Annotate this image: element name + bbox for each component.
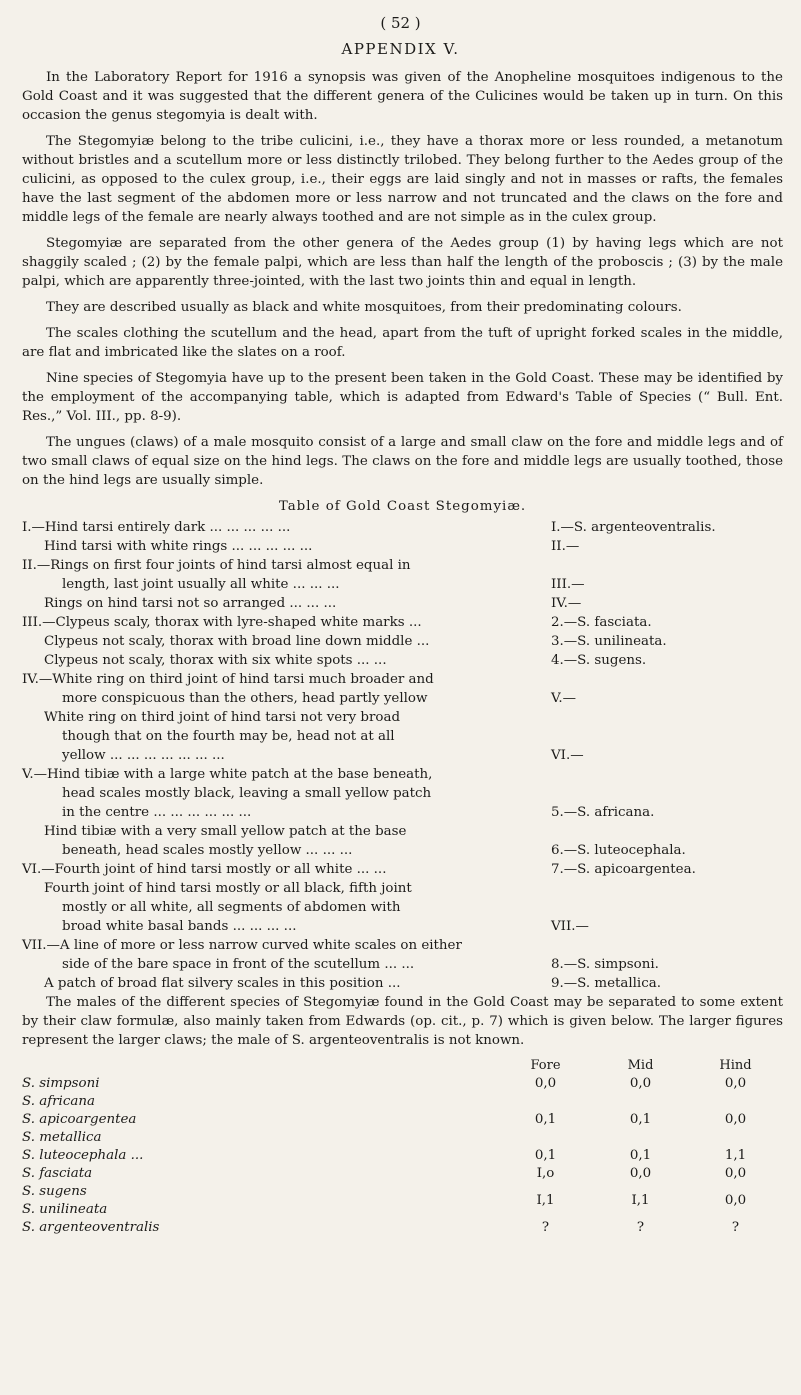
claw-hind: 0,0 — [724, 1166, 747, 1181]
paragraph: The Stegomyiæ belong to the tribe culicini, i.e., they have a thorax more or less rounded, a metanotum without bristles and a scutellum more or less distinctly trilobed. They belong further to the Aedes group of the culicini, as opposed to the culex group, i.e., their eggs are laid singly and not in masses or rafts, the females have the last segment of the abdomen more or less narrow and not truncated and the claws on the fore and middle legs of the female are nearly always toothed and are not simple as in the culex group. — [22, 134, 783, 225]
key-row — [22, 594, 783, 613]
key-row — [22, 898, 783, 917]
key-row — [22, 727, 783, 746]
key-description: length, last joint usually all white ... ... ... — [62, 577, 340, 592]
key-description: IV.—White ring on third joint of hind tarsi much broader and — [22, 672, 434, 687]
key-row — [22, 518, 783, 537]
key-result: II.— — [551, 539, 580, 554]
key-description: II.—Rings on first four joints of hind tarsi almost equal in — [22, 558, 411, 573]
paragraph: The scales clothing the scutellum and the head, apart from the tuft of upright forked scales in the middle, are flat and imbricated like the slates on a roof. — [22, 326, 783, 360]
species-names — [22, 1093, 272, 1147]
column-header-fore: Fore — [530, 1058, 561, 1073]
claw-mid: 0,1 — [629, 1148, 652, 1163]
paragraph: Stegomyiæ are separated from the other genera of the Aedes group (1) by having legs which are not shaggily scaled ; (2) by the female palpi, which are less than half the length of the proboscis ; (3) by the male palpi, which are apparently three-jointed, with the last two joints thin and equal in length. — [22, 236, 783, 289]
table-row — [22, 1165, 783, 1183]
key-description: Clypeus not scaly, thorax with six white spots ... ... — [44, 653, 387, 668]
key-result — [551, 898, 783, 917]
species-names — [22, 1147, 272, 1165]
species-name: S. simpsoni — [22, 1076, 100, 1091]
table-row — [22, 1075, 783, 1093]
key-row — [22, 784, 783, 803]
key-description: Fourth joint of hind tarsi mostly or all black, fifth joint — [44, 881, 412, 896]
key-description: head scales mostly black, leaving a small yellow patch — [62, 786, 432, 801]
key-result: 2.—S. fasciata. — [551, 615, 652, 630]
key-result: V.— — [551, 691, 576, 706]
claw-mid: ? — [636, 1220, 645, 1235]
claw-formula-table — [22, 1057, 783, 1237]
column-header-mid: Mid — [627, 1058, 654, 1073]
page-number: ( 52 ) — [380, 14, 421, 32]
key-description: more conspicuous than the others, head partly yellow — [62, 691, 428, 706]
key-row — [22, 822, 783, 841]
key-description: broad white basal bands ... ... ... ... — [62, 919, 297, 934]
table-title: Table of Gold Coast Stegomyiæ. — [278, 499, 527, 514]
key-row — [22, 841, 783, 860]
key-row — [22, 708, 783, 727]
key-row — [22, 689, 783, 708]
identification-key — [22, 518, 783, 993]
key-result — [551, 556, 783, 575]
species-names — [22, 1165, 272, 1183]
claw-table-rows — [22, 1075, 783, 1237]
claw-fore: I,o — [536, 1166, 555, 1181]
key-result: 7.—S. apicoargentea. — [551, 862, 696, 877]
key-result: 8.—S. simpsoni. — [551, 957, 659, 972]
key-row — [22, 632, 783, 651]
table-row — [22, 1183, 783, 1219]
key-result: 5.—S. africana. — [551, 805, 655, 820]
paragraph: The ungues (claws) of a male mosquito consist of a large and small claw on the fore and middle legs and of two small claws of equal size on the hind legs. The claws on the fore and middle legs are usually toothed, those on the hind legs are usually simple. — [22, 435, 783, 488]
key-row — [22, 613, 783, 632]
key-description: yellow ... ... ... ... ... ... ... — [62, 748, 225, 763]
key-result — [551, 727, 783, 746]
key-row — [22, 575, 783, 594]
appendix-heading: APPENDIX V. — [341, 40, 460, 58]
key-description: in the centre ... ... ... ... ... ... — [62, 805, 252, 820]
claw-fore: ? — [541, 1220, 550, 1235]
key-row — [22, 803, 783, 822]
key-row — [22, 746, 783, 765]
table-row — [22, 1219, 783, 1237]
key-description: though that on the fourth may be, head not at all — [62, 729, 395, 744]
claw-formula-intro: The males of the different species of Stegomyiæ found in the Gold Coast may be separated to some extent by their claw formulæ, also mainly taken from Edwards (op. cit., p. 7) which is given below. The larger figures represent the larger claws; the male of S. argenteoventralis is not known. — [22, 995, 783, 1048]
claw-mid: 0,0 — [629, 1076, 652, 1091]
key-result: III.— — [551, 577, 585, 592]
key-description: V.—Hind tibiæ with a large white patch at the base beneath, — [22, 767, 433, 782]
key-row — [22, 936, 783, 955]
claw-mid: 0,0 — [629, 1166, 652, 1181]
key-result: I.—S. argenteoventralis. — [551, 520, 716, 535]
claw-hind: 0,0 — [724, 1112, 747, 1127]
key-row — [22, 651, 783, 670]
key-row — [22, 955, 783, 974]
document-body — [22, 68, 783, 1237]
key-row — [22, 879, 783, 898]
column-header-hind: Hind — [719, 1058, 752, 1073]
key-description: side of the bare space in front of the scutellum ... ... — [62, 957, 415, 972]
table-row — [22, 1093, 783, 1147]
key-result — [551, 822, 783, 841]
key-row — [22, 670, 783, 689]
species-name: S. luteocephala ... — [22, 1148, 144, 1163]
key-description: VI.—Fourth joint of hind tarsi mostly or all white ... ... — [22, 862, 387, 877]
claw-hind: ? — [731, 1220, 740, 1235]
species-name: S. africana — [22, 1094, 95, 1109]
claw-table-header — [22, 1057, 783, 1075]
key-row — [22, 765, 783, 784]
key-description: Hind tibiæ with a very small yellow patch at the base — [44, 824, 407, 839]
key-description: beneath, head scales mostly yellow ... ... ... — [62, 843, 353, 858]
claw-hind: 0,0 — [724, 1193, 747, 1208]
key-result — [551, 670, 783, 689]
claw-mid: 0,1 — [629, 1112, 652, 1127]
species-name: S. unilineata — [22, 1202, 108, 1217]
key-result — [551, 936, 783, 955]
key-description: Hind tarsi with white rings ... ... ... ... ... — [44, 539, 313, 554]
species-name: S. metallica — [22, 1130, 102, 1145]
species-name: S. apicoargentea — [22, 1112, 137, 1127]
key-description: mostly or all white, all segments of abdomen with — [62, 900, 401, 915]
species-name: S. argenteoventralis — [22, 1220, 160, 1235]
species-name: S. sugens — [22, 1184, 87, 1199]
paragraph: They are described usually as black and white mosquitoes, from their predominating colours. — [46, 300, 682, 315]
key-result: VII.— — [551, 919, 589, 934]
key-result — [551, 708, 783, 727]
claw-hind: 0,0 — [724, 1076, 747, 1091]
paragraph: Nine species of Stegomyia have up to the present been taken in the Gold Coast. These may be identified by the employment of the accompanying table, which is adapted from Edward's Table of Species (“ Bull. Ent. Res.,” Vol. III., pp. 8-9). — [22, 371, 783, 424]
key-description: Rings on hind tarsi not so arranged ... ... ... — [44, 596, 337, 611]
claw-mid: I,1 — [631, 1193, 650, 1208]
key-row — [22, 974, 783, 993]
key-description: Clypeus not scaly, thorax with broad line down middle ... — [44, 634, 430, 649]
key-description: VII.—A line of more or less narrow curved white scales on either — [22, 938, 462, 953]
key-result — [551, 765, 783, 784]
species-names — [22, 1219, 272, 1237]
key-description: White ring on third joint of hind tarsi not very broad — [44, 710, 401, 725]
key-description: III.—Clypeus scaly, thorax with lyre-shaped white marks ... — [22, 615, 422, 630]
key-result: 9.—S. metallica. — [551, 976, 661, 991]
table-row — [22, 1147, 783, 1165]
species-name: S. fasciata — [22, 1166, 93, 1181]
key-row — [22, 917, 783, 936]
key-result: IV.— — [551, 596, 582, 611]
claw-fore: 0,1 — [534, 1112, 557, 1127]
claw-fore: 0,1 — [534, 1148, 557, 1163]
claw-hind: 1,1 — [724, 1148, 747, 1163]
key-result: 4.—S. sugens. — [551, 653, 647, 668]
species-names — [22, 1183, 272, 1219]
key-row — [22, 537, 783, 556]
claw-fore: 0,0 — [534, 1076, 557, 1091]
key-row — [22, 556, 783, 575]
key-description: A patch of broad flat silvery scales in this position ... — [44, 976, 401, 991]
claw-fore: I,1 — [536, 1193, 555, 1208]
key-result — [551, 784, 783, 803]
key-row — [22, 860, 783, 879]
key-description: I.—Hind tarsi entirely dark ... ... ... ... ... — [22, 520, 291, 535]
key-result: 3.—S. unilineata. — [551, 634, 667, 649]
species-names — [22, 1075, 272, 1093]
key-result: VI.— — [551, 748, 584, 763]
paragraph: In the Laboratory Report for 1916 a synopsis was given of the Anopheline mosquitoes indigenous to the Gold Coast and it was suggested that the different genera of the Culicines would be taken up in turn. On this occasion the genus stegomyia is dealt with. — [22, 70, 783, 123]
key-result: 6.—S. luteocephala. — [551, 843, 686, 858]
key-result — [551, 879, 783, 898]
